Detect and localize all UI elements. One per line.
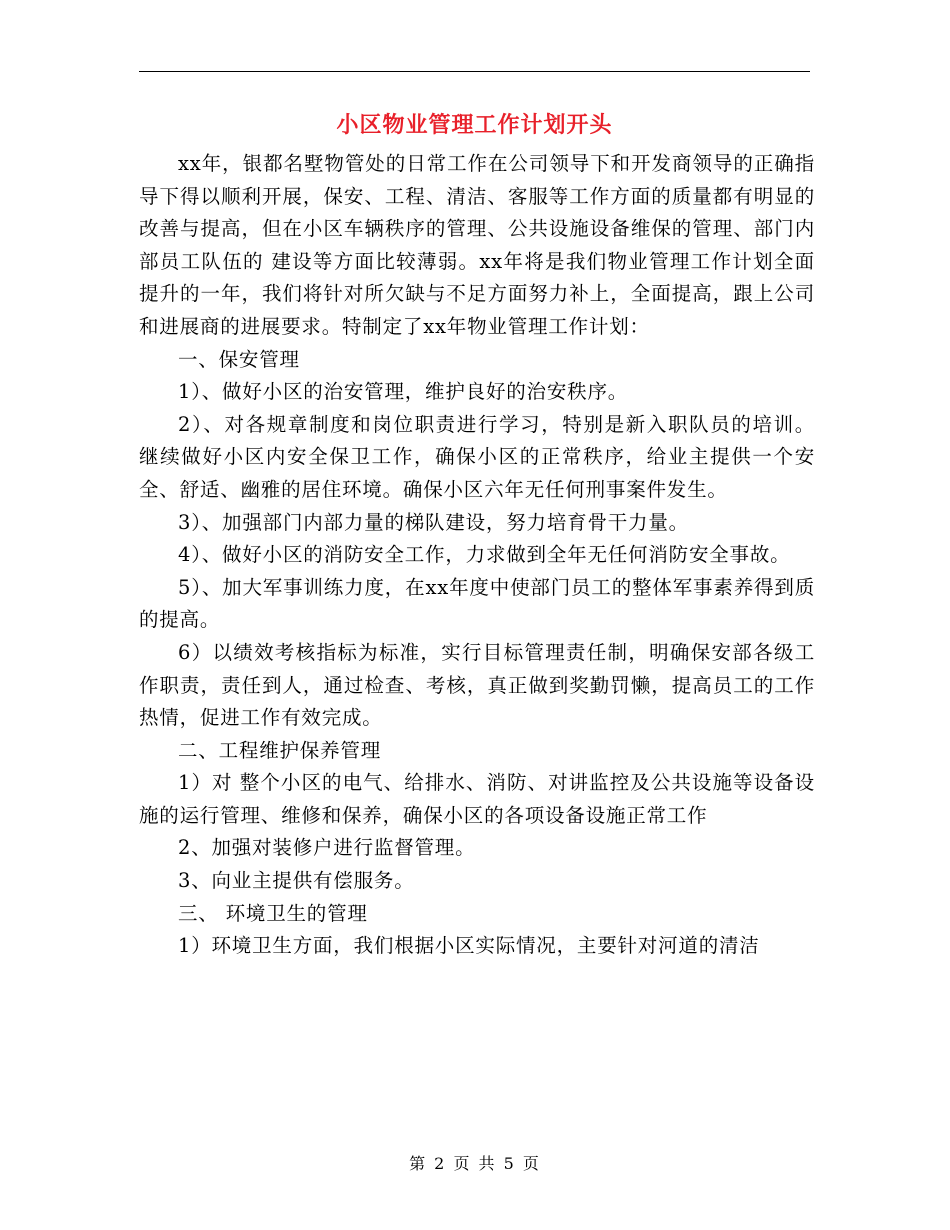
list-item-engineering-2: 2、加强对装修户进行监督管理。	[178, 836, 476, 860]
document-body	[139, 148, 815, 963]
list-item-security-5: 5）、加大军事训练力度，在xx年度中使部门员工的整体军事素养得到质的提高。	[139, 575, 815, 632]
list-item-engineering-3: 3、向业主提供有偿服务。	[178, 869, 415, 893]
section-heading-engineering: 二、工程维护保养管理	[178, 738, 382, 762]
list-item-security-1: 1）、做好小区的治安管理，维护良好的治安秩序。	[178, 380, 629, 404]
page-number: 第 2 页 共 5 页	[409, 1154, 541, 1173]
list-item-security-6: 6）以绩效考核指标为标准，实行目标管理责任制，明确保安部各级工作职责，责任到人，通过检查、考核，真正做到奖勤罚懒，提高员工的工作热情，促进工作有效完成。	[139, 640, 815, 730]
paragraph-intro: xx年，银都名墅物管处的日常工作在公司领导下和开发商领导的正确指导下得以顺利开展，保安、工程、清洁、客服等工作方面的质量都有明显的改善与提高，但在小区车辆秩序的管理、公共设施设备维保的管理、部门内部员工队伍的 建设等方面比较薄弱。xx年将是我们物业管理工作计划全面提升的一年，我们将针对所欠缺与不足方面努力补上，全面提高，跟上公司和进展商的进展要求。特制定了xx年物业管理工作计划：	[139, 152, 815, 338]
list-item-security-2: 2）、对各规章制度和岗位职责进行学习，特别是新入职队员的培训。 继续做好小区内安全保卫工作，确保小区的正常秩序，给业主提供一个安全、舒适、幽雅的居住环境。确保小区六年无任何刑事案件发生。	[139, 412, 815, 501]
list-item-engineering-1: 1）对 整个小区的电气、给排水、消防、对讲监控及公共设施等设备设施的运行管理、维修和保养，确保小区的各项设备设施正常工作	[139, 771, 815, 827]
list-item-environment-1: 1）环境卫生方面，我们根据小区实际情况，主要针对河道的清洁	[178, 934, 760, 958]
document-title: 小区物业管理工作计划开头	[336, 112, 613, 138]
section-heading-security: 一、保安管理	[178, 347, 300, 371]
list-item-security-4: 4）、做好小区的消防安全工作，力求做到全年无任何消防安全事故。	[178, 543, 791, 567]
header-rule	[139, 71, 810, 72]
list-item-security-3: 3）、加强部门内部力量的梯队建设，努力培育骨干力量。	[178, 510, 689, 534]
section-heading-environment: 三、 环境卫生的管理	[178, 901, 368, 925]
